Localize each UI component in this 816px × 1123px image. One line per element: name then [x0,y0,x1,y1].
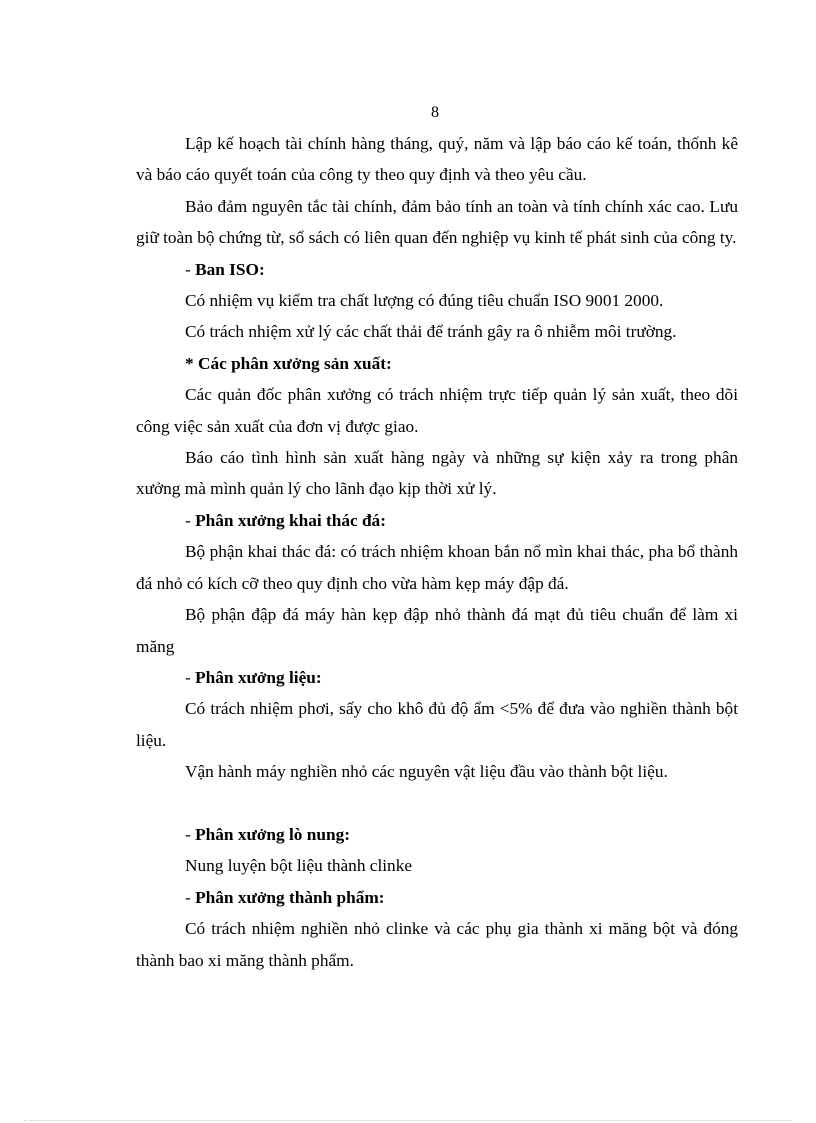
heading-dash: - [185,824,196,844]
paragraph-spacer [136,788,738,819]
body-paragraph: Lập kế hoạch tài chính hàng tháng, quý, năm và lập báo cáo kế toán, thốnh kê và báo cáo quyết toán của công ty theo quy định và theo yêu cầu. [136,134,738,185]
section-heading [136,348,738,379]
body-paragraph: Có nhiệm vụ kiểm tra chất lượng có đúng tiêu chuẩn ISO 9001 2000. [185,291,664,311]
document-body [136,128,738,976]
heading-dash: - [185,887,196,907]
body-paragraph: Các quản đốc phân xưởng có trách nhiệm trực tiếp quản lý sản xuất, theo dõi công việc sản xuất của đơn vị được giao. [136,385,738,436]
section-heading [136,662,738,693]
body-paragraph: Bộ phận đập đá máy hàn kẹp đập nhỏ thành đá mạt đủ tiêu chuẩn để làm xi măng [136,605,738,656]
heading-text: Phân xưởng lò nung: [195,824,350,844]
heading-text: Phân xưởng khai thác đá: [195,510,386,530]
heading-dash: - [185,667,196,687]
body-paragraph: Có trách nhiệm phơi, sấy cho khô đủ độ ẩm <5% để đưa vào nghiền thành bột liệu. [136,699,738,750]
heading-text: * Các phân xưởng sản xuất: [185,353,392,373]
heading-text: Phân xưởng liệu: [195,667,322,687]
heading-text: Phân xưởng thành phẩm: [195,887,385,907]
body-paragraph: Nung luyện bột liệu thành clinke [185,856,413,876]
heading-dash: - [185,259,196,279]
body-paragraph: Bộ phận khai thác đá: có trách nhiệm khoan bắn nổ mìn khai thác, pha bổ thành đá nhỏ có kích cỡ theo quy định cho vừa hàm kẹp máy đập đá. [136,542,738,593]
body-paragraph: Có trách nhiệm nghiền nhỏ clinke và các phụ gia thành xi măng bột và đóng thành bao xi măng thành phẩm. [136,919,738,970]
page-number: 8 [431,104,439,121]
section-heading [136,882,738,913]
body-paragraph: Có trách nhiệm xử lý các chất thải để tránh gây ra ô nhiễm môi trường. [185,322,677,342]
section-heading [136,819,738,850]
body-paragraph: Báo cáo tình hình sản xuất hàng ngày và những sự kiện xảy ra trong phân xưởng mà mình quản lý cho lãnh đạo kịp thời xử lý. [136,448,738,499]
heading-dash: - [185,510,196,530]
body-paragraph: Vận hành máy nghiền nhỏ các nguyên vật liệu đầu vào thành bột liệu. [185,762,668,782]
body-paragraph: Bảo đảm nguyên tắc tài chính, đảm bảo tính an toàn và tính chính xác cao. Lưu giữ toàn bộ chứng từ, sổ sách có liên quan đến nghiệp vụ kinh tế phát sinh của công ty. [136,196,738,248]
page-bottom-divider [24,1120,792,1121]
section-heading [136,505,738,536]
section-heading [136,254,738,285]
heading-text: Ban ISO: [195,259,265,279]
